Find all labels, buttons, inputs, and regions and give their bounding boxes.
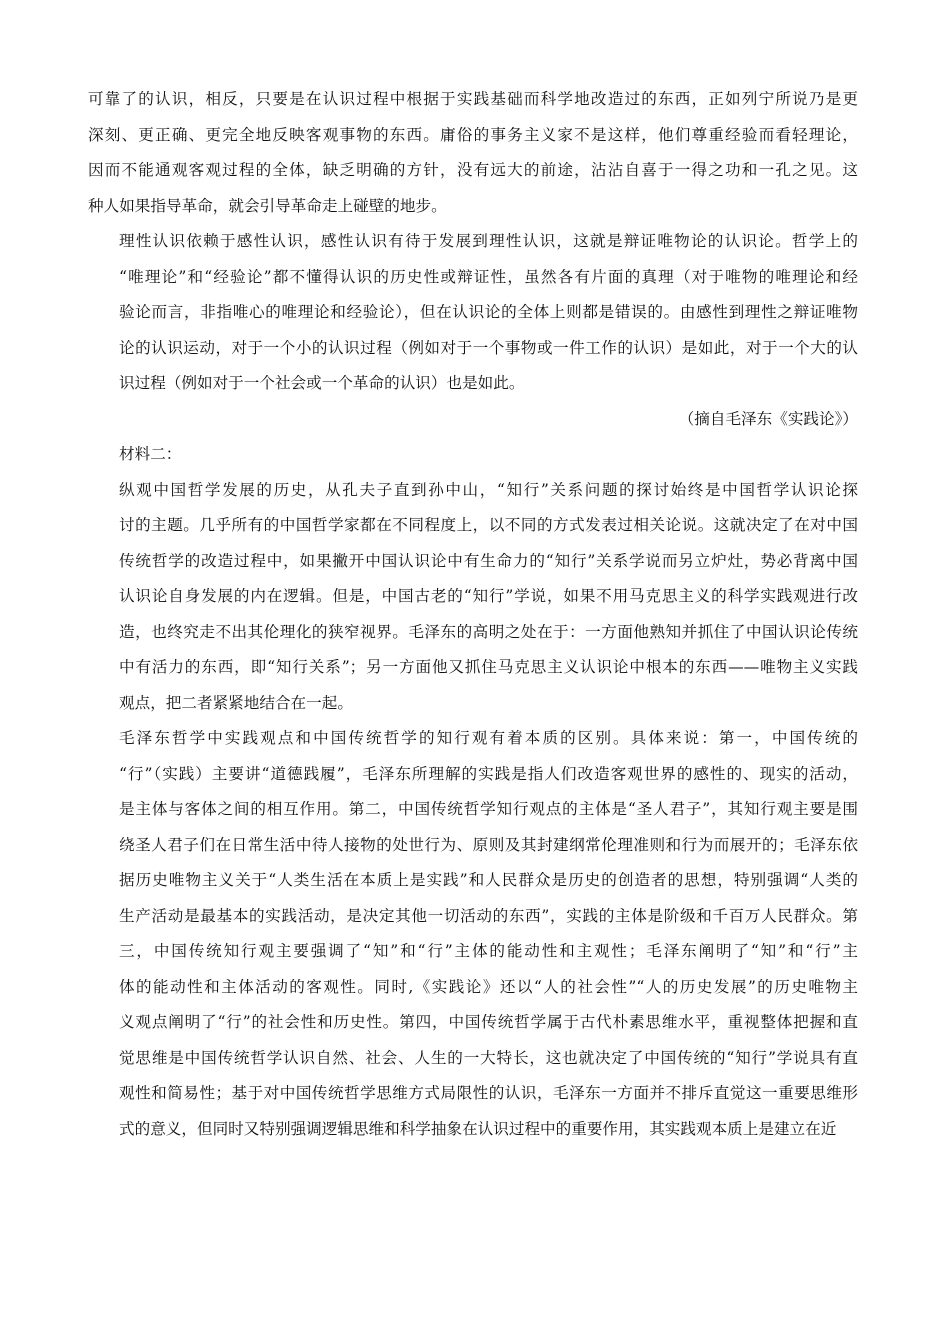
text-line: 三，中国传统知行观主要强调了“知”和“行”主体的能动性和主观性；毛泽东阐明了“知”和“行”主 — [119, 942, 858, 960]
text-line: 验论而言，非指唯心的唯理论和经验论），但在认识论的全体上则都是错误的。由感性到理性之辩证唯物 — [119, 303, 858, 321]
section-heading: 材料二： — [119, 445, 182, 463]
text-line: 讨的主题。几乎所有的中国哲学家都在不同程度上，以不同的方式发表过相关论说。这就决定了在对中国 — [119, 516, 858, 534]
text-line: 可靠了的认识，相反，只要是在认识过程中根据于实践基础而科学地改造过的东西，正如列宁所说乃是更 — [88, 90, 858, 108]
text-line: 因而不能通观客观过程的全体，缺乏明确的方针，没有远大的前途，沾沾自喜于一得之功和一孔之见。这 — [88, 161, 858, 179]
text-line: 理性认识依赖于感性认识，感性认识有待于发展到理性认识，这就是辩证唯物论的认识论。哲学上的 — [119, 232, 858, 250]
text-line: 是主体与客体之间的相互作用。第二，中国传统哲学知行观点的主体是“圣人君子”，其知行观主要是围 — [119, 800, 858, 818]
text-line: 据历史唯物主义关于“人类生活在本质上是实践”和人民群众是历史的创造者的思想，特别强调“人类的 — [119, 871, 858, 889]
text-line: 中有活力的东西，即“知行关系”；另一方面他又抓住马克思主义认识论中根本的东西——唯物主义实践 — [119, 658, 858, 676]
text-line: 式的意义，但同时又特别强调逻辑思维和科学抽象在认识过程中的重要作用，其实践观本质上是建立在近 — [119, 1119, 837, 1138]
text-line: 体的能动性和主体活动的客观性。同时,《实践论》还以“人的社会性”“人的历史发展”的历史唯物主 — [119, 977, 858, 996]
text-line: 论的认识运动，对于一个小的认识过程（例如对于一个事物或一件工作的认识）是如此，对于一个大的认 — [119, 338, 858, 357]
paragraph-4 — [88, 721, 858, 1147]
document-page — [88, 82, 858, 1147]
text-line: 生产活动是最基本的实践活动，是决定其他一切活动的东西”，实践的主体是阶级和千百万人民群众。第 — [119, 906, 858, 925]
paragraph-1 — [88, 82, 858, 224]
paragraph-3 — [88, 473, 858, 722]
text-line: 觉思维是中国传统哲学认识自然、社会、人生的一大特长，这也就决定了中国传统的“知行”学说具有直 — [119, 1048, 858, 1067]
text-line: 义观点阐明了“行”的社会性和历史性。第四，中国传统哲学属于古代朴素思维水平，重视整体把握和直 — [119, 1013, 858, 1031]
text-line: 纵观中国哲学发展的历史，从孔夫子直到孙中山，“知行”关系问题的探讨始终是中国哲学认识论探 — [119, 480, 858, 499]
text-line: 种人如果指导革命，就会引导革命走上碰壁的地步。 — [88, 196, 447, 215]
text-line: 认识论自身发展的内在逻辑。但是，中国古老的“知行”学说，如果不用马克思主义的科学实践观进行改 — [119, 587, 858, 605]
text-line: 深刻、更正确、更完全地反映客观事物的东西。庸俗的事务主义家不是这样，他们尊重经验而看轻理论， — [88, 125, 858, 144]
text-line: 绕圣人君子们在日常生活中待人接物的处世行为、原则及其封建纲常伦理准则和行为而展开的；毛泽东依 — [119, 835, 858, 854]
text-line: 观性和简易性；基于对中国传统哲学思维方式局限性的认识，毛泽东一方面并不排斥直觉这一重要思维形 — [119, 1084, 858, 1102]
text-line: 观点，把二者紧紧地结合在一起。 — [119, 693, 353, 712]
text-line: “行”（实践）主要讲“道德践履”，毛泽东所理解的实践是指人们改造客观世界的感性的、现实的活动， — [119, 764, 858, 783]
text-line: 毛泽东哲学中实践观点和中国传统哲学的知行观有着本质的区别。具体来说：第一，中国传统的 — [119, 729, 858, 747]
text-line: “唯理论”和“经验论”都不懂得认识的历史性或辩证性，虽然各有片面的真理（对于唯物的唯理论和经 — [119, 267, 858, 286]
citation: （摘自毛泽东《实践论》） — [678, 409, 858, 428]
paragraph-2 — [88, 224, 858, 402]
text-line: 传统哲学的改造过程中，如果撇开中国认识论中有生命力的“知行”关系学说而另立炉灶，势必背离中国 — [119, 551, 858, 570]
text-line: 识过程（例如对于一个社会或一个革命的认识）也是如此。 — [119, 374, 525, 392]
text-line: 造，也终究走不出其伦理化的狭窄视界。毛泽东的高明之处在于：一方面他熟知并抓住了中国认识论传统 — [119, 622, 858, 641]
